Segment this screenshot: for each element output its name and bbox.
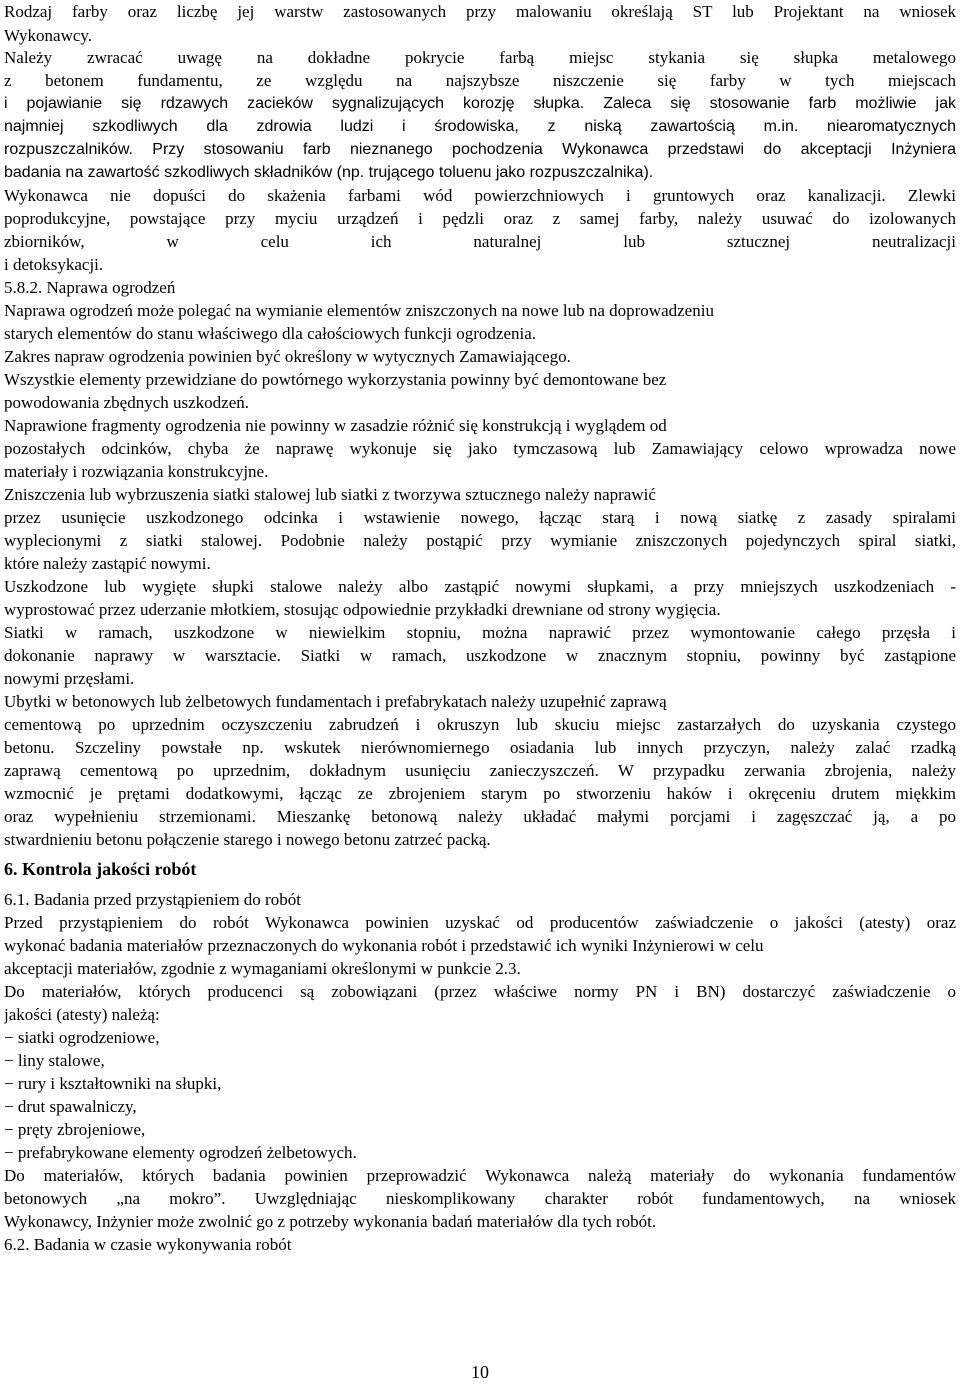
text-line: stwardnieniu betonu połączenie starego i nowego betonu zatrzeć packą.: [4, 830, 491, 849]
text-line: oraz wypełnieniu strzemionami. Mieszankę betonową należy układać małymi porcjami i zagęszczać ją, a po: [4, 807, 956, 826]
text-line: − rury i kształtowniki na słupki,: [4, 1074, 222, 1093]
text-line: Do materiałów, których badania powinien przeprowadzić Wykonawca należą materiały do wykonania fundamentów: [4, 1166, 956, 1185]
text-line: Wykonawca nie dopuści do skażenia farbami wód powierzchniowych i gruntowych oraz kanalizacji. Zlewki: [4, 186, 956, 205]
text-line: 5.8.2. Naprawa ogrodzeń: [4, 278, 176, 297]
text-line: Do materiałów, których producenci są zobowiązani (przez właściwe normy PN i BN) dostarczyć zaświadczenie o: [4, 982, 956, 1001]
text-line: powodowania zbędnych uszkodzeń.: [4, 393, 250, 412]
text-line: rozpuszczalników. Przy stosowaniu farb nieznanego pochodzenia Wykonawca przedstawi do akceptacji Inżyniera: [4, 141, 956, 158]
text-line: Przed przystąpieniem do robót Wykonawca powinien uzyskać od producentów zaświadczenie o jakości (atesty) oraz: [4, 913, 956, 932]
text-line: i pojawianie się rdzawych zacieków sygnalizujących korozję słupka. Zaleca się stosowanie farb możliwie jak: [4, 95, 956, 112]
text-line: akceptacji materiałów, zgodnie z wymaganiami określonymi w punkcie 2.3.: [4, 959, 521, 978]
text-line: betonowych „na mokro”. Uwzględniając nieskomplikowany charakter robót fundamentowych, na wniosek: [4, 1189, 956, 1208]
section-heading: 6. Kontrola jakości robót: [4, 859, 197, 879]
text-line: − siatki ogrodzeniowe,: [4, 1028, 160, 1047]
text-line: Zakres napraw ogrodzenia powinien być określony w wytycznych Zamawiającego.: [4, 347, 571, 366]
text-line: materiały i rozwiązania konstrukcyjne.: [4, 462, 269, 481]
page-number: 10: [471, 1362, 489, 1382]
text-line: najmniej szkodliwych dla zdrowia ludzi i środowiska, z niską zawartością m.in. niearomatycznych: [4, 118, 956, 135]
text-line: − drut spawalniczy,: [4, 1097, 137, 1116]
text-line: dokonanie naprawy w warsztacie. Siatki w ramach, uszkodzone w znacznym stopniu, powinny być zastąpione: [4, 646, 956, 665]
text-line: wykonać badania materiałów przeznaczonych do wykonania robót i przedstawić ich wyniki Inżynierowi w celu: [4, 936, 764, 955]
text-line: Uszkodzone lub wygięte słupki stalowe należy albo zastąpić nowymi słupkami, a przy mniejszych uszkodzeniach -: [4, 577, 956, 596]
text-line: starych elementów do stanu właściwego dla całościowych funkcji ogrodzenia.: [4, 324, 537, 343]
text-line: Wszystkie elementy przewidziane do powtórnego wykorzystania powinny być demontowane bez: [4, 370, 667, 389]
text-line: Wykonawcy, Inżynier może zwolnić go z potrzeby wykonania badań materiałów dla tych robót.: [4, 1212, 657, 1231]
text-line: zbiorników, w celu ich naturalnej lub sztucznej neutralizacji: [4, 232, 956, 251]
text-line: wzmocnić je prętami dodatkowymi, łącząc ze zbrojeniem starym po stworzeniu haków i okręceniu drutem miękkim: [4, 784, 956, 803]
text-line: z betonem fundamentu, ze względu na najszybsze niszczenie się farby w tych miejscach: [4, 71, 956, 90]
text-line: badania na zawartość szkodliwych składników (np. trującego toluenu jako rozpuszczalnika).: [4, 164, 654, 181]
text-line: Należy zwracać uwagę na dokładne pokrycie farbą miejsc stykania się słupka metalowego: [4, 48, 956, 67]
text-line: Zniszczenia lub wybrzuszenia siatki stalowej lub siatki z tworzywa sztucznego należy naprawić: [4, 485, 656, 504]
text-line: przez usunięcie uszkodzonego odcinka i wstawienie nowego, łącząc starą i nową siatkę z zasady spiralami: [4, 508, 956, 527]
text-line: Naprawa ogrodzeń może polegać na wymianie elementów zniszczonych na nowe lub na doprowadzeniu: [4, 301, 714, 320]
text-line: pozostałych odcinków, chyba że naprawę wykonuje się jako tymczasową lub Zamawiający celowo wprowadza nowe: [4, 439, 956, 458]
text-line: Wykonawcy.: [4, 26, 93, 45]
text-line: Siatki w ramach, uszkodzone w niewielkim stopniu, można naprawić przez wymontowanie całego przęsła i: [4, 623, 956, 642]
text-line: nowymi przęsłami.: [4, 669, 135, 688]
text-line: jakości (atesty) należą:: [4, 1005, 160, 1024]
text-line: Ubytki w betonowych lub żelbetowych fundamentach i prefabrykatach należy uzupełnić zaprawą: [4, 692, 667, 711]
text-line: − prefabrykowane elementy ogrodzeń żelbetowych.: [4, 1143, 357, 1162]
text-line: Naprawione fragmenty ogrodzenia nie powinny w zasadzie różnić się konstrukcją i wyglądem od: [4, 416, 667, 435]
text-line: betonu. Szczeliny powstałe np. wskutek nierównomiernego osiadania lub innych przyczyn, należy zalać rzadką: [4, 738, 956, 757]
text-line: 6.2. Badania w czasie wykonywania robót: [4, 1235, 292, 1254]
text-line: 6.1. Badania przed przystąpieniem do robót: [4, 890, 301, 909]
text-line: poprodukcyjne, powstające przy myciu urządzeń i pędzli oraz z samej farby, należy usuwać do izolowanych: [4, 209, 956, 228]
text-line: które należy zastąpić nowymi.: [4, 554, 211, 573]
text-line: − liny stalowe,: [4, 1051, 105, 1070]
text-line: i detoksykacji.: [4, 255, 104, 274]
text-line: wyplecionymi z siatki stalowej. Podobnie należy postąpić przy wymianie zniszczonych pojedynczych spiral siatki,: [4, 531, 956, 550]
text-line: Rodzaj farby oraz liczbę jej warstw zastosowanych przy malowaniu określają ST lub Projektant na wniosek: [4, 2, 956, 21]
text-line: cementową po uprzednim oczyszczeniu zabrudzeń i okruszyn lub skuciu miejsc zastarzałych do uzyskania czystego: [4, 715, 956, 734]
text-line: zaprawą cementową po uprzednim, dokładnym usunięciu zanieczyszczeń. W przypadku zerwania zbrojenia, należy: [4, 761, 956, 780]
text-line: − pręty zbrojeniowe,: [4, 1120, 146, 1139]
text-line: wyprostować przez uderzanie młotkiem, stosując odpowiednie przykładki drewniane od strony wygięcia.: [4, 600, 721, 619]
